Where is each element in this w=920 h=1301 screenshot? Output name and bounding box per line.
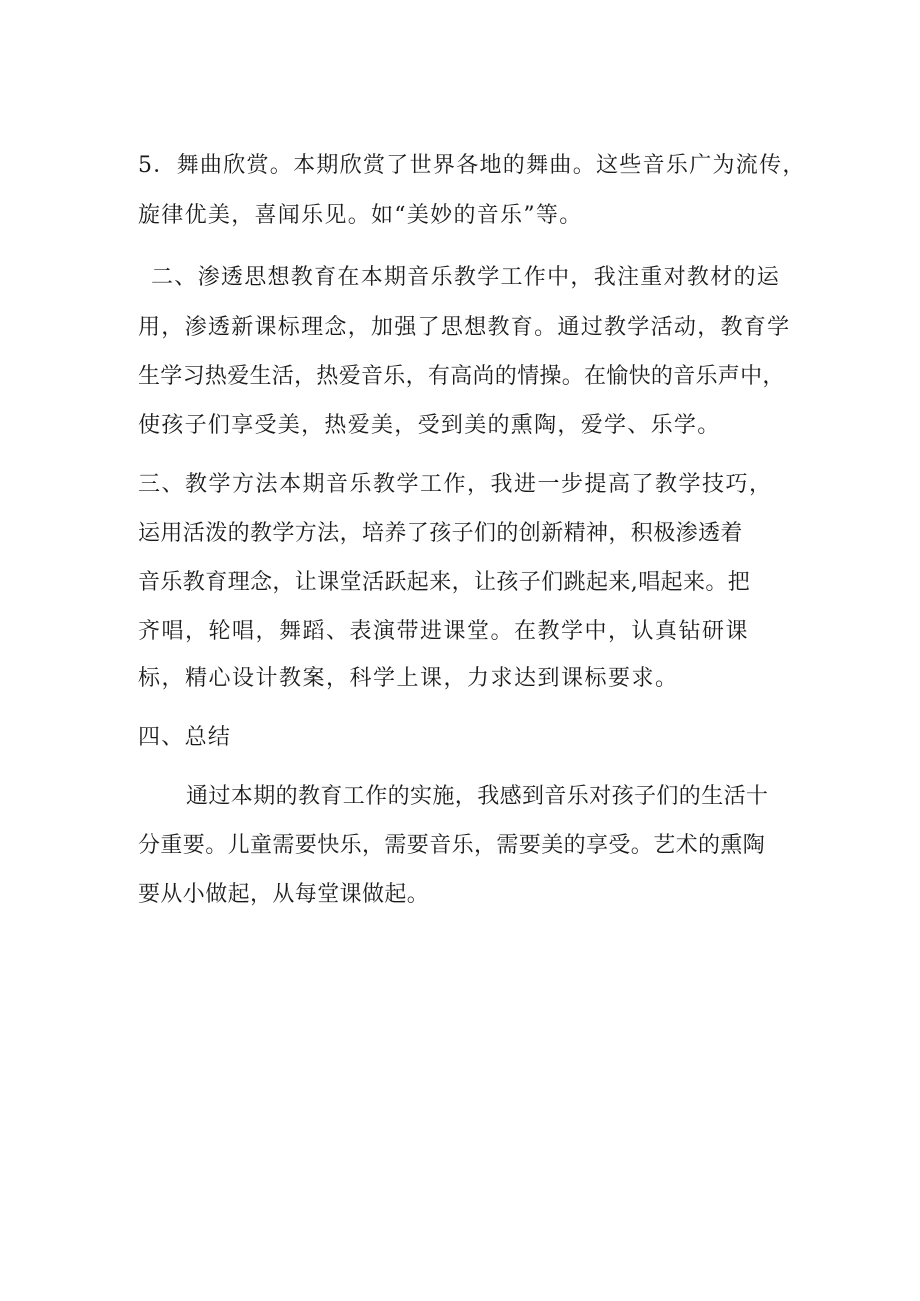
paragraph-3-line-3: 音乐教育理念，让课堂活跃起来，让孩子们跳起来,唱起来。把: [138, 570, 751, 595]
paragraph-1-line-2: 旋律优美，喜闻乐见。如“美妙的音乐”等。: [138, 203, 583, 228]
paragraph-2-line-3: 生学习热爱生活，热爱音乐，有高尚的情操。在愉快的音乐声中，: [138, 364, 785, 389]
paragraph-5-line-1: 通过本期的教育工作的实施，我感到音乐对孩子们的生活十: [186, 784, 769, 809]
paragraph-5-line-2: 分重要。儿童需要快乐，需要音乐，需要美的享受。艺术的熏陶: [138, 833, 766, 858]
paragraph-1-line-1: 5．舞曲欣赏。本期欣赏了世界各地的舞曲。这些音乐广为流传，: [138, 153, 806, 178]
paragraph-3-line-1: 三、教学方法本期音乐教学工作，我进一步提高了教学技巧，: [138, 472, 773, 497]
paragraph-3-line-2: 运用活泼的教学方法，培养了孩子们的创新精神，积极渗透着: [138, 521, 743, 546]
paragraph-5-line-3: 要从小做起，从每堂课做起。: [138, 882, 430, 907]
section-heading-summary: 四、总结: [138, 725, 232, 750]
paragraph-2-line-4: 使孩子们享受美，热爱美，受到美的熏陶，爱学、乐学。: [138, 413, 721, 438]
paragraph-2-line-2: 用，渗透新课标理念，加强了思想教育。通过教学活动，教育学: [138, 315, 791, 340]
paragraph-3-line-4: 齐唱，轮唱，舞蹈、表演带进课堂。在教学中，认真钻研课: [138, 619, 750, 644]
paragraph-3-line-5: 标，精心设计教案，科学上课，力求达到课标要求。: [138, 666, 679, 691]
paragraph-2-line-1: 二、渗透思想教育在本期音乐教学工作中，我注重对教材的运: [151, 265, 781, 290]
